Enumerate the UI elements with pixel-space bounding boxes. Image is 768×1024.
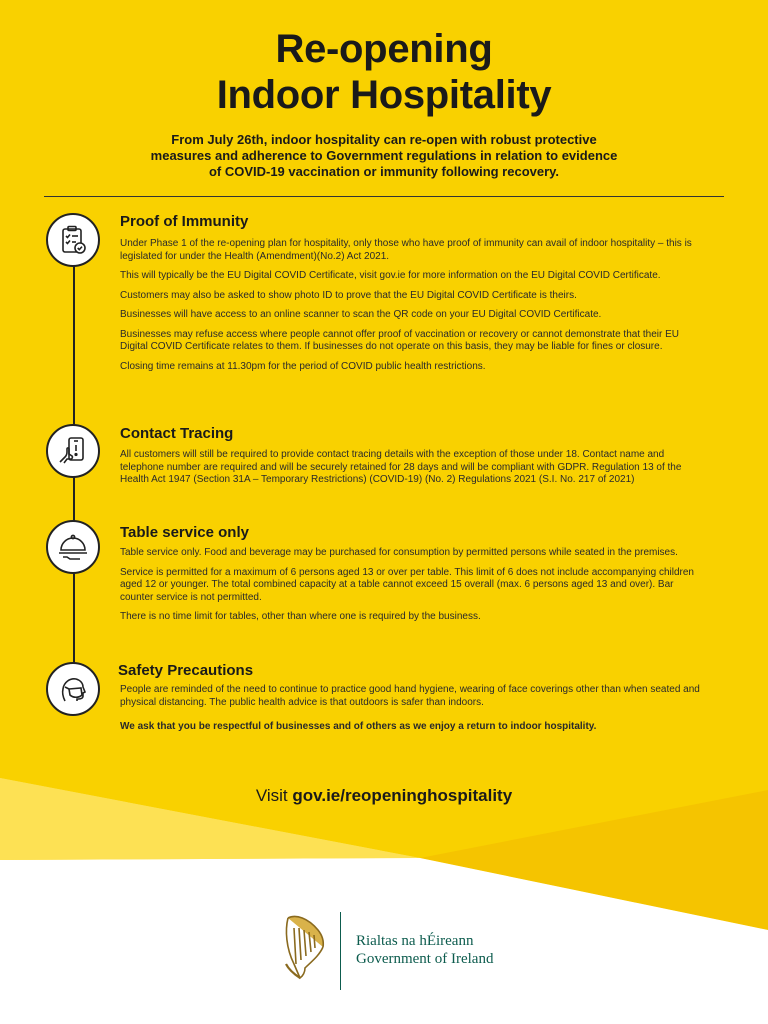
visit-link[interactable]: gov.ie/reopeninghospitality <box>292 786 513 805</box>
paragraph: All customers will still be required to provide contact tracing details with the exception of those under 18. Contact name and telephone number are required and will be securely retained for 28 days and will be compliant with GDPR. Regulation 13 of the Health Act 1947 (Section 31A – Temporary Restrictions) (COVID-19) (No. 2) Regulations 2021 (S.I. No. 217 of 2021) <box>120 449 682 485</box>
footer-divider <box>340 912 341 990</box>
government-wordmark <box>356 932 493 968</box>
section-title-proof-of-immunity: Proof of Immunity <box>120 213 249 230</box>
government-name-english: Government of Ireland <box>356 951 494 967</box>
harp-logo-icon <box>280 912 332 989</box>
paragraph: Customers may also be asked to show photo ID to prove that the EU Digital COVID Certificate is theirs. <box>120 289 577 301</box>
closing-statement: We ask that you be respectful of businesses and of others as we enjoy a return to indoor hospitality. <box>120 721 597 732</box>
paragraph: Businesses will have access to an online scanner to scan the QR code on your EU Digital COVID Certificate. <box>120 309 602 320</box>
paragraph: Closing time remains at 11.30pm for the period of COVID public health restrictions. <box>120 360 486 372</box>
section-title-table-service: Table service only <box>120 524 249 541</box>
section-body-contact-tracing <box>120 449 702 494</box>
paragraph: This will typically be the EU Digital COVID Certificate, visit gov.ie for more information on the EU Digital COVID Certificate. <box>120 270 661 281</box>
section-body-table-service <box>120 547 702 631</box>
government-name-irish: Rialtas na hÉireann <box>356 933 474 949</box>
paragraph: People are reminded of the need to continue to practice good hand hygiene, wearing of face coverings other than when seated and physical distancing. The public health advice is that outdoors is safer than indoors. <box>120 684 700 708</box>
checklist-icon <box>46 213 100 267</box>
paragraph: Businesses may refuse access where people cannot offer proof of vaccination or recovery or cannot demonstrate that their EU Digital COVID Certificate relates to them. If businesses do not operate on this basis, they may be liable for fines or closure. <box>120 328 679 352</box>
section-title-safety-precautions: Safety Precautions <box>118 662 254 679</box>
visit-prefix: Visit <box>255 786 293 805</box>
section-body-proof-of-immunity <box>120 238 702 380</box>
serving-tray-icon <box>46 520 100 574</box>
face-mask-icon <box>46 662 100 716</box>
section-title-contact-tracing: Contact Tracing <box>120 425 234 442</box>
page-title-line-2: Indoor Hospitality <box>216 73 552 117</box>
paragraph: Service is permitted for a maximum of 6 persons aged 13 or over per table. This limit of 6 does not include accompanying children aged 12 or younger. The total combined capacity at a table cannot exceed 15 overall (max. 6 persons aged 13 and over). Bar counter service is not permitted. <box>120 566 694 603</box>
intro-text: From July 26th, indoor hospitality can re-open with robust protective measures and adherence to Government regulations in relation to evidence of COVID-19 vaccination or immunity following recovery. <box>150 132 618 179</box>
paragraph: Under Phase 1 of the re-opening plan for hospitality, only those who have proof of immunity can avail of indoor hospitality – this is legislated for under the Health (Amendment)(No.2) Act 2021. <box>120 238 692 262</box>
paragraph: Table service only. Food and beverage may be purchased for consumption by permitted persons while seated in the premises. <box>120 547 678 558</box>
paragraph: There is no time limit for tables, other than where one is required by the business. <box>120 611 481 622</box>
section-body-safety-precautions <box>120 684 702 741</box>
phone-contact-icon <box>46 424 100 478</box>
divider <box>44 196 724 197</box>
page-title-line-1: Re-opening <box>275 27 493 71</box>
visit-line <box>0 786 768 806</box>
